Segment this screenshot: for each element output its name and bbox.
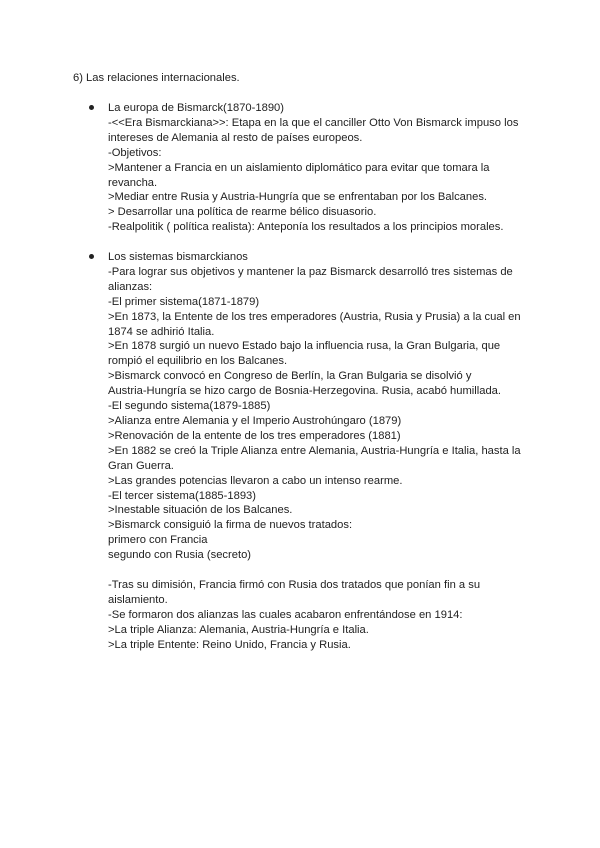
text-line: >En 1882 se creó la Triple Alianza entre Alemania, Austria-Hungría e Italia, hasta la bbox=[108, 444, 521, 457]
section-title: La europa de Bismarck(1870-1890) bbox=[108, 102, 284, 114]
text-line: rompió el equilibrio en los Balcanes. bbox=[108, 355, 288, 368]
text-line: Austria-Hungría se hizo cargo de Bosnia-Herzegovina. Rusia, acabó humillada. bbox=[108, 385, 502, 398]
text-line: >Renovación de la entente de los tres emperadores (1881) bbox=[108, 429, 401, 442]
text-line: -Se formaron dos alianzas las cuales acabaron enfrentándose en 1914: bbox=[108, 608, 463, 621]
text-line: Gran Guerra. bbox=[108, 459, 174, 472]
text-line: >La triple Entente: Reino Unido, Francia y Rusia. bbox=[108, 638, 351, 651]
text-line: segundo con Rusia (secreto) bbox=[108, 549, 252, 562]
text-line: -El primer sistema(1871-1879) bbox=[108, 295, 260, 308]
section-bismarckian-systems bbox=[108, 250, 522, 652]
text-line: -Objetivos: bbox=[108, 146, 162, 159]
page-heading: 6) Las relaciones internacionales. bbox=[73, 72, 240, 84]
text-line: -Tras su dimisión, Francia firmó con Rusia dos tratados que ponían fin a su bbox=[108, 578, 481, 591]
text-line: primero con Francia bbox=[108, 534, 208, 547]
text-line: revancha. bbox=[108, 176, 158, 189]
text-line: > Desarrollar una política de rearme bélico disuasorio. bbox=[108, 206, 377, 219]
text-line: aislamiento. bbox=[108, 593, 168, 606]
text-line: -El segundo sistema(1879-1885) bbox=[108, 400, 271, 413]
bullet-icon bbox=[89, 254, 94, 259]
bullet-icon bbox=[89, 105, 94, 110]
section-bismarck-europe bbox=[108, 101, 522, 235]
text-line: >Alianza entre Alemania y el Imperio Austrohúngaro (1879) bbox=[108, 414, 402, 427]
text-line: >Bismarck consiguió la firma de nuevos tratados: bbox=[108, 519, 353, 532]
text-line: intereses de Alemania al resto de países europeos. bbox=[108, 131, 363, 144]
text-line: 1874 se adhirió Italia. bbox=[108, 325, 215, 338]
text-line: -El tercer sistema(1885-1893) bbox=[108, 489, 256, 502]
blank-line bbox=[108, 563, 522, 578]
text-line: >Mediar entre Rusia y Austria-Hungría que se enfrentaban por los Balcanes. bbox=[108, 191, 488, 204]
text-line: >En 1878 surgió un nuevo Estado bajo la influencia rusa, la Gran Bulgaria, que bbox=[108, 340, 501, 353]
text-line: >Mantener a Francia en un aislamiento diplomático para evitar que tomara la bbox=[108, 161, 490, 174]
text-line: -Para lograr sus objetivos y mantener la paz Bismarck desarrolló tres sistemas de bbox=[108, 265, 513, 278]
text-line: >Inestable situación de los Balcanes. bbox=[108, 504, 293, 517]
section-title: Los sistemas bismarckianos bbox=[108, 251, 248, 263]
text-line: >Bismarck convocó en Congreso de Berlín, la Gran Bulgaria se disolvió y bbox=[108, 370, 472, 383]
text-line: alianzas: bbox=[108, 280, 153, 293]
text-line: >En 1873, la Entente de los tres emperadores (Austria, Rusia y Prusia) a la cual en bbox=[108, 310, 521, 323]
text-line: -<<Era Bismarckiana>>: Etapa en la que el canciller Otto Von Bismarck impuso los bbox=[108, 116, 519, 129]
text-line: -Realpolitik ( política realista): Anteponía los resultados a los principios morales. bbox=[108, 221, 504, 234]
text-line: >Las grandes potencias llevaron a cabo un intenso rearme. bbox=[108, 474, 403, 487]
text-line: >La triple Alianza: Alemania, Austria-Hungría e Italia. bbox=[108, 623, 369, 636]
